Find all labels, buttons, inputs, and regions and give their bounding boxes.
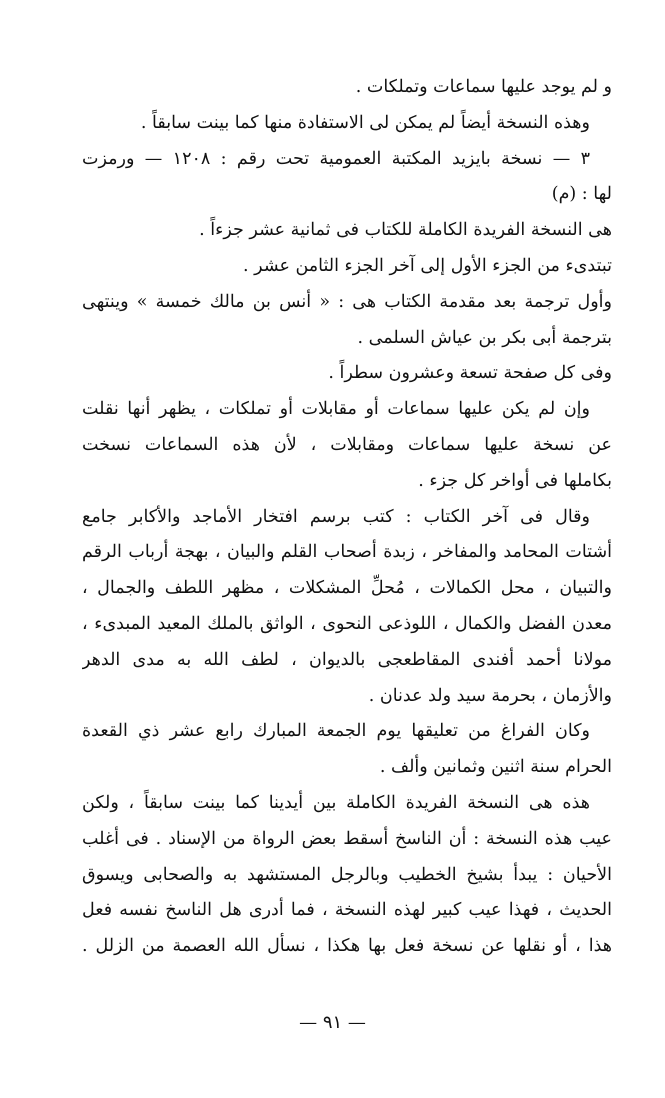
text-line: بترجمة أبى بكر بن عياش السلمى . (357, 327, 612, 348)
text-line: والتبيان ، محل الكمالات ، مُحلِّ المشكلات ، مظهر اللطف والجمال ، (82, 578, 612, 599)
text-line: بكاملها فى أواخر كل جزء . (418, 470, 612, 491)
text-line: عن نسخة عليها سماعات ومقابلات ، لأن هذه السماعات نسخت (82, 434, 612, 455)
text-line: هى النسخة الفريدة الكاملة للكتاب فى ثمانية عشر جزءاً . (199, 220, 612, 241)
text-line: و لم يوجد عليها سماعات وتملكات . (355, 77, 612, 97)
text-line: وكان الفراغ من تعليقها يوم الجمعة المبارك رابع عشر ذي القعدة (82, 721, 590, 742)
text-line: الحرام سنة اثنين وثمانين وألف . (379, 757, 612, 778)
text-line: معدن الفضل والكمال ، اللوذعى النحوى ، الواثق بالملك المعيد المبدىء ، (82, 613, 612, 634)
text-line: ٣ — نسخة بايزيد المكتبة العمومية تحت رقم : ١٢٠٨ — ورمزت (82, 148, 590, 169)
body-text (82, 70, 612, 965)
text-line: وإن لم يكن عليها سماعات أو مقابلات أو تملكات ، يظهر أنها نقلت (82, 399, 590, 420)
text-line: أشتات المحامد والمفاخر ، زبدة أصحاب القلم والبيان ، بهجة أرباب الرقم (82, 542, 612, 563)
text-line: وهذه النسخة أيضاً لم يمكن لى الاستفادة منها كما بينت سابقاً . (140, 112, 590, 133)
text-line: هذه هى النسخة الفريدة الكاملة بين أيدينا كما بينت سابقاً ، ولكن (82, 792, 590, 813)
text-line: وأول ترجمة بعد مقدمة الكتاب هى : « أنس بن مالك خمسة » وينتهى (82, 291, 612, 312)
text-line: مولانا أحمد أفندى المقاطعجى بالديوان ، لطف الله به مدى الدهر (82, 649, 612, 670)
text-line: الحديث ، فهذا عيب كبير لهذه النسخة ، فما أدرى هل الناسخ نفسه فعل (82, 900, 612, 921)
text-line: والأزمان ، بحرمة سيد ولد عدنان . (368, 685, 612, 706)
text-line: هذا ، أو نقلها عن نسخة فعل بها هكذا ، نسأل الله العصمة من الزلل . (82, 936, 612, 957)
text-line: عيب هذه النسخة : أن الناسخ أسقط بعض الرواة من الإسناد . فى أغلب (82, 828, 612, 849)
text-line: وقال فى آخر الكتاب : كتب برسم افتخار الأماجد والأكابر جامع (82, 506, 590, 527)
page-number: — ٩١ — (299, 1012, 366, 1033)
text-line: وفى كل صفحة تسعة وعشرون سطراً . (328, 363, 612, 384)
text-line: لها : (م) (551, 184, 612, 205)
text-line: الأحيان : يبدأ بشيخ الخطيب وبالرجل المستشهد به والصحابى ويسوق (82, 864, 612, 885)
text-line: تبتدىء من الجزء الأول إلى آخر الجزء الثامن عشر . (243, 255, 612, 276)
